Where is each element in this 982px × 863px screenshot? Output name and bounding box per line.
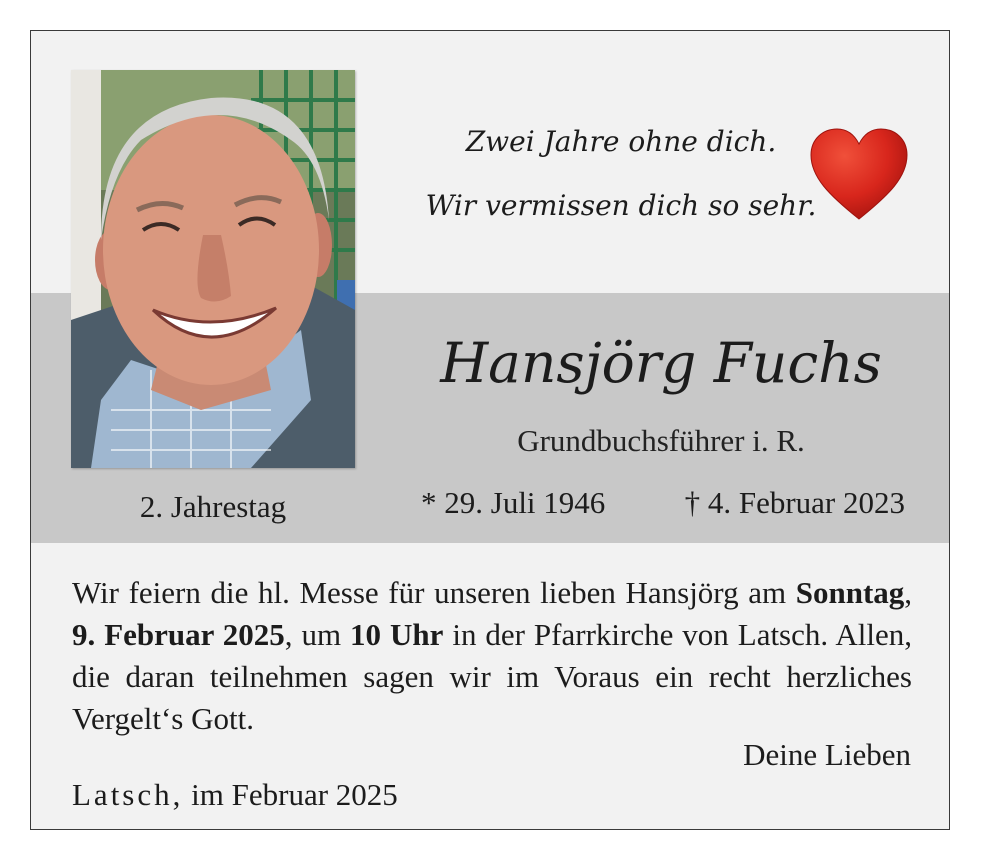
message-date: 9. Februar 2025 bbox=[72, 617, 285, 652]
message-part-2: , um bbox=[284, 617, 342, 652]
quote-line-2: Wir vermissen dich so sehr. bbox=[425, 189, 817, 222]
obituary-card bbox=[30, 30, 950, 830]
anniversary-label: 2. Jahrestag bbox=[139, 489, 287, 524]
deceased-title: Grundbuchsführer i. R. bbox=[517, 423, 805, 458]
deceased-name: Hansjörg Fuchs bbox=[440, 331, 882, 395]
birth-date: * 29. Juli 1946 bbox=[421, 485, 606, 520]
heart-icon bbox=[809, 127, 909, 223]
portrait-photo bbox=[71, 70, 355, 468]
message-part-3: in der Pfarrkirche von Latsch. Allen, die daran teilnehmen sagen wir im Voraus ein recht herzliches Vergelt‘s Gott. bbox=[72, 617, 912, 736]
mass-announcement bbox=[72, 572, 912, 740]
place-date: im Februar 2025 bbox=[191, 777, 398, 812]
portrait-image bbox=[71, 70, 355, 468]
message-day: Sonntag bbox=[795, 575, 905, 610]
place-city: Latsch, bbox=[72, 777, 184, 812]
message-part-1: Wir feiern die hl. Messe für unseren lieben Hansjörg am bbox=[72, 575, 787, 610]
death-date: † 4. Februar 2023 bbox=[684, 485, 905, 520]
message-time: 10 Uhr bbox=[350, 617, 444, 652]
place-and-date bbox=[72, 777, 398, 813]
quote-line-1: Zwei Jahre ohne dich. bbox=[465, 125, 777, 158]
message-sep: , bbox=[904, 575, 913, 610]
signoff: Deine Lieben bbox=[743, 737, 911, 772]
